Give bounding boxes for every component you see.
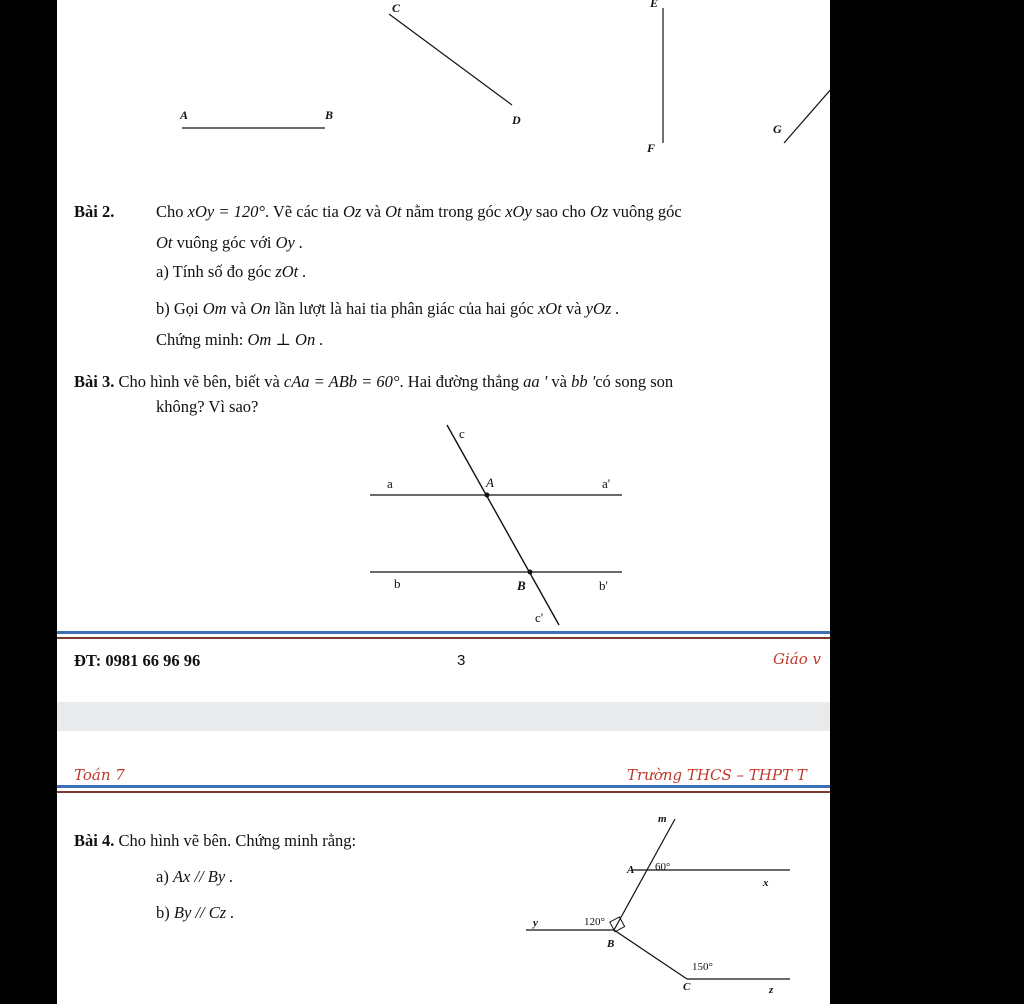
document-page-bottom (57, 731, 830, 1004)
label-e: E (650, 0, 659, 10)
header-school: Trường THCS – THPT T (627, 766, 807, 784)
point-b (528, 570, 533, 575)
header-subject: Toán 7 (74, 766, 125, 784)
bai3-parallel-figure (57, 420, 830, 630)
fig4-angle-60: 60° (655, 861, 671, 873)
footer-phone: ĐT: 0981 66 96 96 (74, 651, 201, 670)
label-g: G (773, 122, 782, 136)
bai4-figure (57, 731, 830, 1004)
fig3-label-A: A (486, 475, 494, 490)
document-page-top (57, 0, 830, 702)
fig4-label-m: m (658, 813, 667, 825)
page-number: 3 (457, 652, 466, 669)
fig3-label-b-prime: b' (599, 578, 608, 593)
label-f: F (647, 141, 656, 155)
footer-rule-blue (57, 631, 830, 634)
bai4-line1: Bài 4. Cho hình vẽ bên. Chứng minh rằng: (74, 831, 357, 850)
point-a (485, 493, 490, 498)
segment-g (784, 88, 830, 143)
footer-right-text: Giáo v (773, 650, 821, 668)
fig3-label-b: b (394, 576, 401, 591)
fig3-label-c-prime: c' (535, 610, 544, 625)
fig3-label-c: c (459, 426, 465, 441)
bai4-part-a: a) Ax // By . (156, 867, 234, 886)
fig4-label-y: y (533, 917, 538, 929)
segments-figure (57, 0, 830, 170)
fig4-angle-150: 150° (692, 961, 713, 973)
footer-rule-dark (57, 637, 830, 639)
transversal-c (447, 425, 559, 625)
fig3-label-a-prime: a' (602, 476, 611, 491)
bai2-line2: Ot vuông góc với Oy . (156, 233, 304, 252)
bai3-line1: Bài 3. Cho hình vẽ bên, biết và cAa = ABb = 60°. Hai đường thẳng aa ' và bb 'có song son (74, 372, 674, 391)
segment-cd (389, 14, 512, 105)
fig4-label-z: z (769, 984, 774, 996)
label-b: B (325, 108, 334, 122)
label-d: D (512, 113, 521, 127)
label-c: C (392, 1, 401, 15)
fig4-label-x: x (763, 877, 769, 889)
label-a: A (180, 108, 189, 122)
bai2-heading: Bài 2. (74, 202, 115, 221)
segment-bc (614, 930, 687, 979)
bai2-part-a: a) Tính số đo góc zOt . (156, 262, 307, 281)
ray-m (614, 819, 675, 930)
bai3-line2: không? Vì sao? (156, 397, 259, 416)
bai4-part-b: b) By // Cz . (156, 903, 235, 922)
fig4-angle-120: 120° (584, 916, 605, 928)
fig3-label-B: B (517, 578, 526, 593)
bai2-part-b: b) Gọi Om và On lần lượt là hai tia phân giác của hai góc xOt và yOz . (156, 299, 620, 318)
page-gap (57, 702, 830, 731)
bai2-proof: Chứng minh: Om ⊥ On . (156, 330, 324, 349)
fig3-label-a: a (387, 476, 393, 491)
fig4-label-A: A (627, 864, 635, 876)
fig4-label-C: C (683, 981, 691, 993)
fig4-label-B: B (607, 938, 615, 950)
bai2-line1: Cho xOy = 120°. Vẽ các tia Oz và Ot nằm trong góc xOy sao cho Oz vuông góc (156, 202, 682, 221)
